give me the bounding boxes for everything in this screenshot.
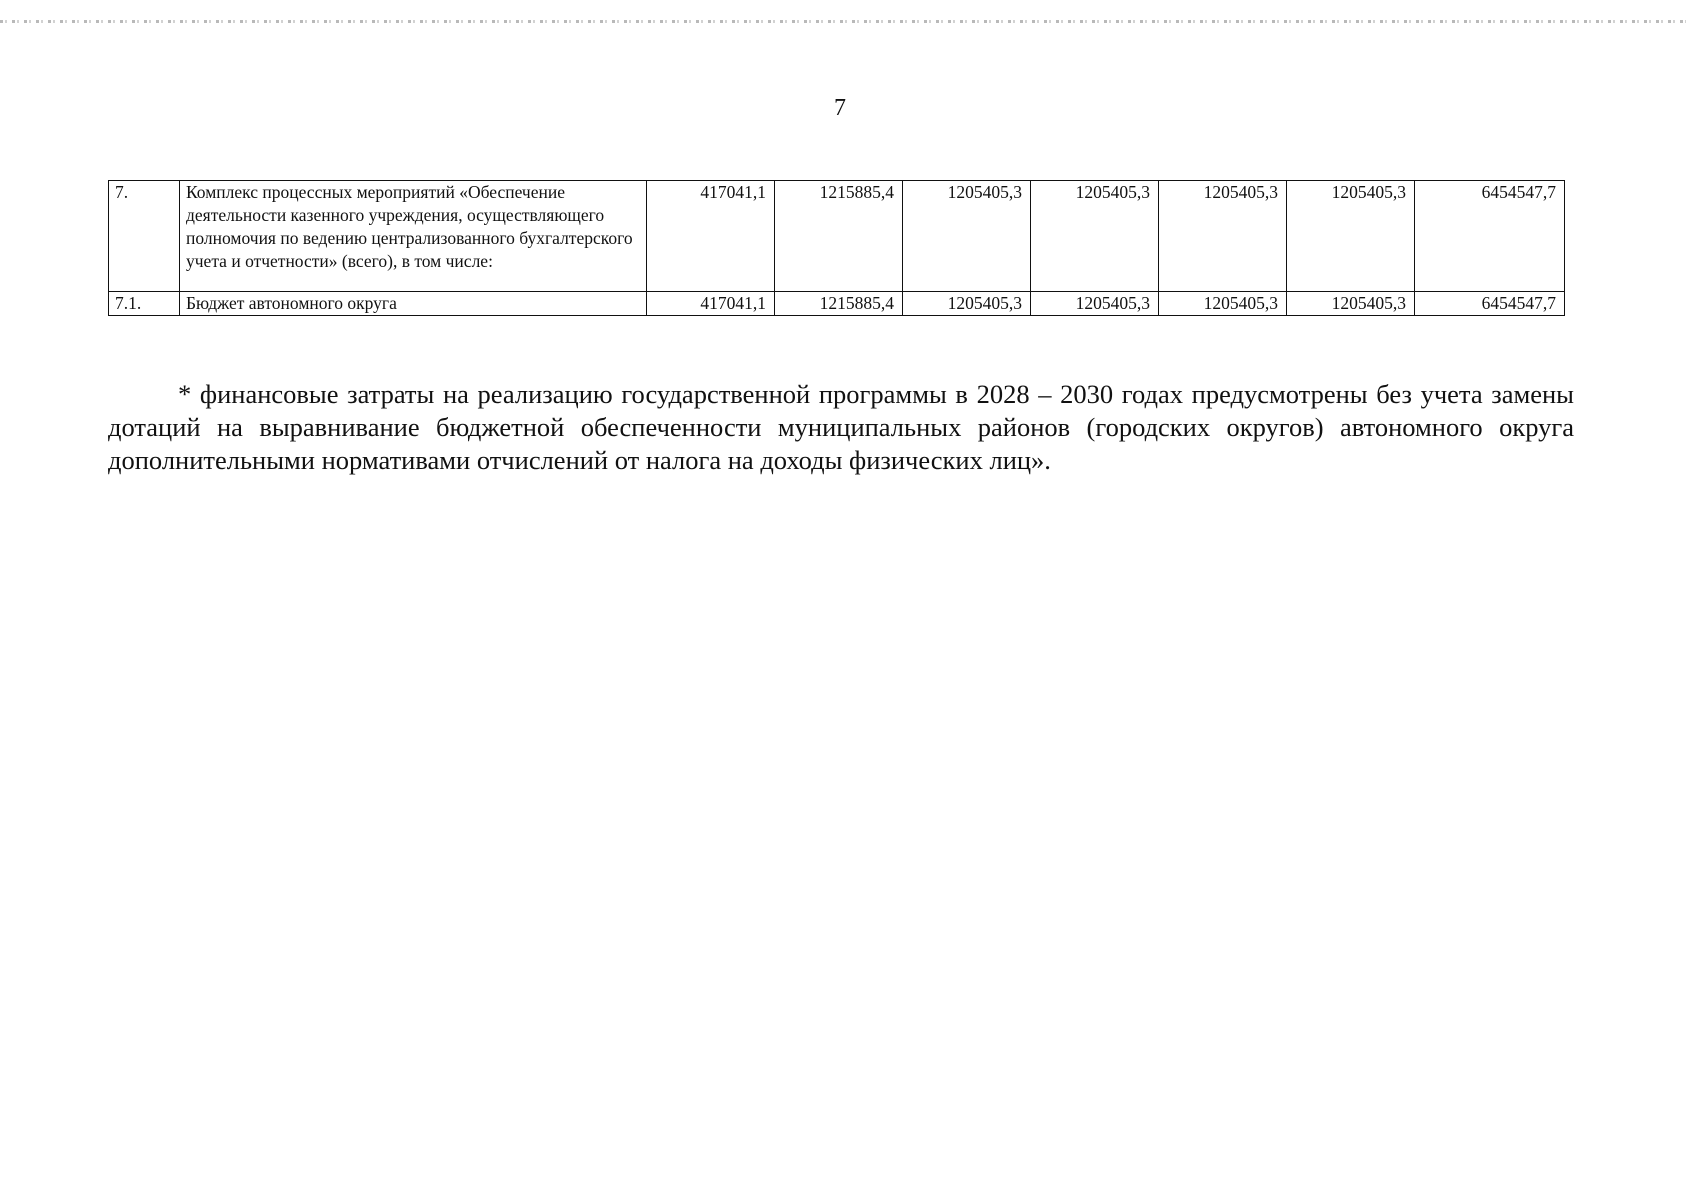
row-name: Бюджет автономного округа: [180, 292, 647, 316]
value-cell: 1215885,4: [775, 292, 903, 316]
finance-table: [108, 180, 1565, 316]
row-name: Комплекс процессных мероприятий «Обеспечение деятельности казенного учреждения, осуществляющего полномочия по ведению централизованного бухгалтерского учета и отчетности» (всего), в том числе:: [180, 181, 647, 292]
value-cell: 1205405,3: [1287, 292, 1415, 316]
value-cell: 1205405,3: [1159, 181, 1287, 292]
value-cell: 1205405,3: [903, 292, 1031, 316]
row-number: 7.1.: [109, 292, 180, 316]
value-cell: 1215885,4: [775, 181, 903, 292]
scan-edge-artifact: [0, 20, 1686, 23]
value-cell: 1205405,3: [1159, 292, 1287, 316]
value-cell: 1205405,3: [903, 181, 1031, 292]
value-cell: 1205405,3: [1287, 181, 1415, 292]
table-row: [109, 181, 1565, 292]
value-cell: 1205405,3: [1031, 181, 1159, 292]
value-cell: 417041,1: [647, 181, 775, 292]
footnote: * финансовые затраты на реализацию государственной программы в 2028 – 2030 годах предусмотрены без учета замены дотаций на выравнивание бюджетной обеспеченности муниципальных районов (городских округов) автономного округа дополнительными нормативами отчислений от налога на доходы физических лиц».: [108, 378, 1574, 475]
value-cell: 417041,1: [647, 292, 775, 316]
row-number: 7.: [109, 181, 180, 292]
page-number: 7: [834, 95, 846, 121]
value-cell: 1205405,3: [1031, 292, 1159, 316]
total-cell: 6454547,7: [1415, 292, 1565, 316]
total-cell: 6454547,7: [1415, 181, 1565, 292]
table-row: [109, 292, 1565, 316]
